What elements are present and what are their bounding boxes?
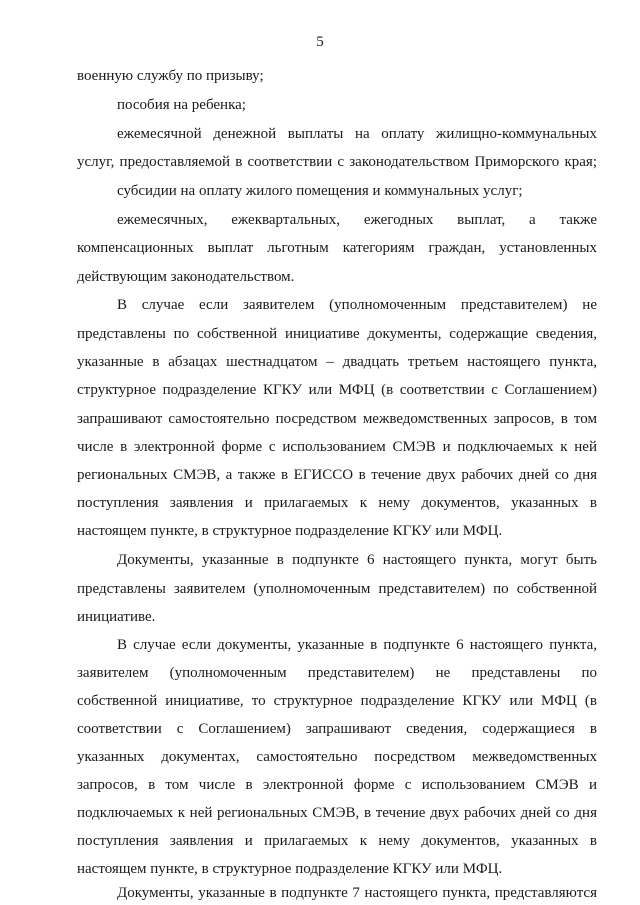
text-line: поступления заявления и прилагаемых к нему документов, указанных в: [77, 833, 597, 849]
text-line: пособия на ребенка;: [117, 97, 246, 113]
text-line: Документы, указанные в подпункте 6 настоящего пункта, могут быть: [117, 552, 597, 568]
text-line: ежемесячных, ежеквартальных, ежегодных выплат, а также: [117, 212, 597, 228]
text-line: Документы, указанные в подпункте 7 настоящего пункта, представляются: [117, 885, 597, 901]
text-line: В случае если документы, указанные в подпункте 6 настоящего пункта,: [117, 637, 597, 653]
text-line: собственной инициативе, то структурное подразделение КГКУ или МФЦ (в: [77, 693, 597, 709]
text-line: числе в электронной форме с использованием СМЭВ и подключаемых к ней: [77, 439, 597, 455]
text-line: запрашивают самостоятельно посредством межведомственных запросов, в том: [77, 411, 597, 427]
text-line: В случае если заявителем (уполномоченным представителем) не: [117, 297, 597, 313]
text-line: услуг, предоставляемой в соответствии с законодательством Приморского края;: [77, 154, 597, 170]
text-line: подключаемых к ней региональных СМЭВ, в течение двух рабочих дней со дня: [77, 805, 597, 821]
text-line: региональных СМЭВ, а также в ЕГИССО в течение двух рабочих дней со дня: [77, 467, 597, 483]
text-line: действующим законодательством.: [77, 269, 295, 285]
text-line: представлены по собственной инициативе документы, содержащие сведения,: [77, 326, 597, 342]
text-line: соответствии с Соглашением) запрашивают сведения, содержащиеся в: [77, 721, 597, 737]
text-line: заявителем (уполномоченным представителем) не представлены по: [77, 665, 597, 681]
text-line: указанных документах, самостоятельно посредством межведомственных: [77, 749, 597, 765]
text-line: представлены заявителем (уполномоченным представителем) по собственной: [77, 581, 597, 597]
text-line: настоящем пункте, в структурное подразделение КГКУ или МФЦ.: [77, 523, 503, 539]
text-line: субсидии на оплату жилого помещения и коммунальных услуг;: [117, 183, 523, 199]
text-line: запросов, в том числе в электронной форме с использованием СМЭВ и: [77, 777, 597, 793]
page-number: 5: [316, 34, 324, 50]
text-line: поступления заявления и прилагаемых к нему документов, указанных в: [77, 495, 597, 511]
text-line: настоящем пункте, в структурное подразделение КГКУ или МФЦ.: [77, 861, 503, 877]
text-line: ежемесячной денежной выплаты на оплату жилищно-коммунальных: [117, 126, 597, 142]
text-line: структурное подразделение КГКУ или МФЦ (в соответствии с Соглашением): [77, 382, 597, 398]
text-line: инициативе.: [77, 609, 156, 625]
text-line: указанные в абзацах шестнадцатом – двадцать третьем настоящего пункта,: [77, 354, 597, 370]
text-line: компенсационных выплат льготным категориям граждан, установленных: [77, 240, 597, 256]
text-line: военную службу по призыву;: [77, 68, 264, 84]
